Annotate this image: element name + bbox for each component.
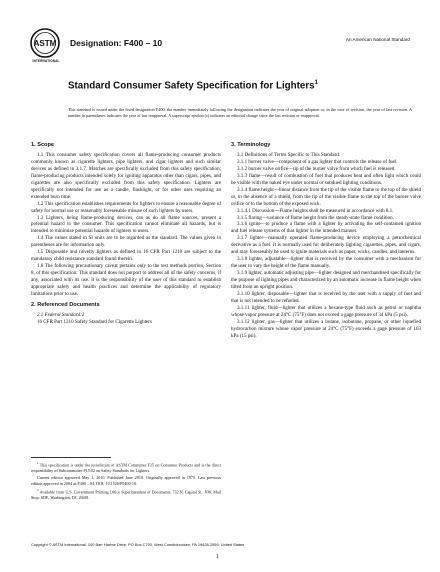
right-paragraph: 3.1.11 lighter, fluid—lighter that utilizes a hexane-type fluid such as petrol or naphtha whose vapor pressure at 24°C (75°F) does not exceed a gage pressure of 34 kPa (5 psi). xyxy=(231,304,421,318)
left-paragraph: 1.3 Lighters, being flame-producing devices, can as do all flame sources, present a potential hazard to the consumer. This specification cannot eliminate all hazards, but is intended to minimize potential hazards of lighters to users. xyxy=(31,214,221,235)
standard-type: An American National Standard xyxy=(345,37,410,42)
right-paragraph: 3.1.4.1 Discussion—Flame heights shall be measured in accordance with 8.1. xyxy=(237,207,394,214)
right-paragraph: 3.1.9 lighter, automatic adjusting pipe—lighter designed and merchandised specifically for the purpose of lighting pipes and characterized by an automatic increase in flame height when tilted from an upright position. xyxy=(231,270,421,291)
left-paragraph: 1.2 This specification establishes requirements for lighters to ensure a reasonable degree of safety for normal use or reasonably foreseeable misuse of such lighters by users. xyxy=(31,200,221,214)
footnote-mark: 2 xyxy=(37,487,39,492)
right-column xyxy=(231,142,421,340)
title-footnote-mark: 1 xyxy=(314,80,318,86)
left-column xyxy=(31,142,221,326)
right-paragraph: 3.1.8 lighter, adjustable—lighter that is received by the consumer with a mechanism for the user to vary the height of the flame manually. xyxy=(231,256,421,270)
right-paragraph: 3.1.7 lighter—manually operated flame-producing device employing a petrochemical derivative as a fuel. It is normally used for deliberately lighting cigarettes, pipes, and cigars, and may foreseeably be used to ignite materials such as paper, wicks, candles, and lanterns. xyxy=(231,235,421,256)
title-text: Standard Consumer Safety Specification for Lighters xyxy=(68,80,315,92)
right-paragraph: 3.1.3 flame—result of combustion of fuel that produces heat and often light which could be visible with the naked eye under normal or subdued lighting conditions. xyxy=(231,172,421,186)
footnote xyxy=(31,475,221,487)
footnote-mark: 1 xyxy=(37,461,39,465)
right-paragraph: 3.1.1 burner valve—component of a gas lighter that controls the release of fuel. xyxy=(237,158,398,165)
designation: Designation: F400 – 10 xyxy=(70,38,163,48)
page-number: 1 xyxy=(216,554,219,560)
footnote xyxy=(31,488,221,501)
left-paragraph: 2.1 Federal Standard:2 xyxy=(37,311,85,318)
right-paragraph: 3.1.4 flame height—linear distance from the tip of the visible flame to the top of the shield or, in the absence of a shield, from the tip of the visible flame to the top of the burner valve orifice or to the bottom of the exposed wick. xyxy=(231,186,421,207)
astm-logo xyxy=(30,28,60,58)
right-paragraph: 3.1.12 lighter, gas—lighter that utilizes a butane, isobutane, propane, or other liquefied hydrocarbon mixture whose vapor pressure at 24°C (75°F) exceeds a gage pressure of 103 kPa (15 psi). xyxy=(231,318,421,339)
left-paragraph: 1.5 Disposable and novelty lighters as defined in 16 CFR Part 1210 are subject to the mandatory child resistance standard found therein. xyxy=(31,249,221,263)
document-title xyxy=(68,78,398,92)
left-section-heading: 1. Scope xyxy=(31,142,55,148)
left-paragraph: 1.1 This consumer safety specification covers all flame-producing consumer products commonly known as cigarette lighters, pipe lighters, and cigar lighters and such similar devices as defined in 3.1.7. Matches are specifically excluded from this safety specification; flame-producing products intended solely for igniting apparatus other than cigars, pipes, and cigarettes are also specifically excluded from this safety specification. Lighters are specifically not intended for use as a candle, flashlight, or for other uses requiring an extended burn time. xyxy=(31,151,221,200)
footnote-divider xyxy=(31,457,111,458)
left-paragraph: 16 CFR Part 1210 Safety Standard for Cigarette Lighters xyxy=(37,318,152,325)
right-paragraph: 3.1.6 ignite—to produce a flame with a lighter by activating the self-contained ignition and fuel release systems of that lighter in the intended manner. xyxy=(231,221,421,235)
left-paragraph: 1.6 The following precautionary caveat pertains only to the test methods portion, Section 8, of this specification: This standard does not purport to address all of the safety concerns, if any, associated with its use. It is the responsibility of the user of this standard to establish appropriate safety and health practices and determine the applicability of regulatory limitations prior to use. xyxy=(31,263,221,298)
left-section-heading: 2. Referenced Documents xyxy=(31,301,100,308)
footnote-text: Current edition approved May 1, 2010. Published June 2010. Originally approved in 1975. Last previous edition approved in 2004 as F400 – 04. DOI: 10.1520/F0400-10. xyxy=(31,475,221,487)
right-paragraph: 3.1.5 flaring—variance of flame height from the steady-state flame condition. xyxy=(237,214,394,221)
svg-text:ASTM: ASTM xyxy=(33,39,57,48)
footnote-text: This specification is under the jurisdiction of ASTM Committee F15 on Consumer Products and is the direct responsibility of Subcommittee F15.02 on Safety Standards for Lighters. xyxy=(31,462,221,474)
right-paragraph: 3.1.10 lighter, disposable—lighter that is received by the user with a supply of fuel and that is not intended to be refueled. xyxy=(231,291,421,304)
footnotes xyxy=(31,461,221,502)
right-paragraph: 3.1 Definitions of Terms Specific to This Standard: xyxy=(237,151,341,158)
footnote xyxy=(31,461,221,474)
footnote-text: Available from U.S. Government Printing Office Superintendent of Documents, 732 N. Capitol St., NW, Mail Stop: SDE, Washington, DC 20401. xyxy=(31,489,221,501)
left-paragraph: 1.4 The values stated in SI units are to be regarded as the standard. The values given in parentheses are for information only. xyxy=(31,235,221,249)
right-section-heading: 3. Terminology xyxy=(231,142,271,148)
right-paragraph: 3.1.2 burner valve orifice—tip of the burner valve from which fuel is released. xyxy=(237,165,396,172)
issuance-note: This standard is issued under the fixed designation F400; the number immediately following the designation indicates the year of original adoption or, in the case of revision, the year of last revision. A number in parentheses indicates the year of last reapproval. A superscript epsilon (ε) indicates an editorial change since the last revision or reapproval. xyxy=(68,107,412,118)
logo-caption: INTERNATIONAL xyxy=(32,59,60,63)
copyright-line: Copyright © ASTM International, 100 Barr Harbor Drive, PO Box C700, West Conshohocken, PA 19428-2959, United States xyxy=(31,542,245,547)
